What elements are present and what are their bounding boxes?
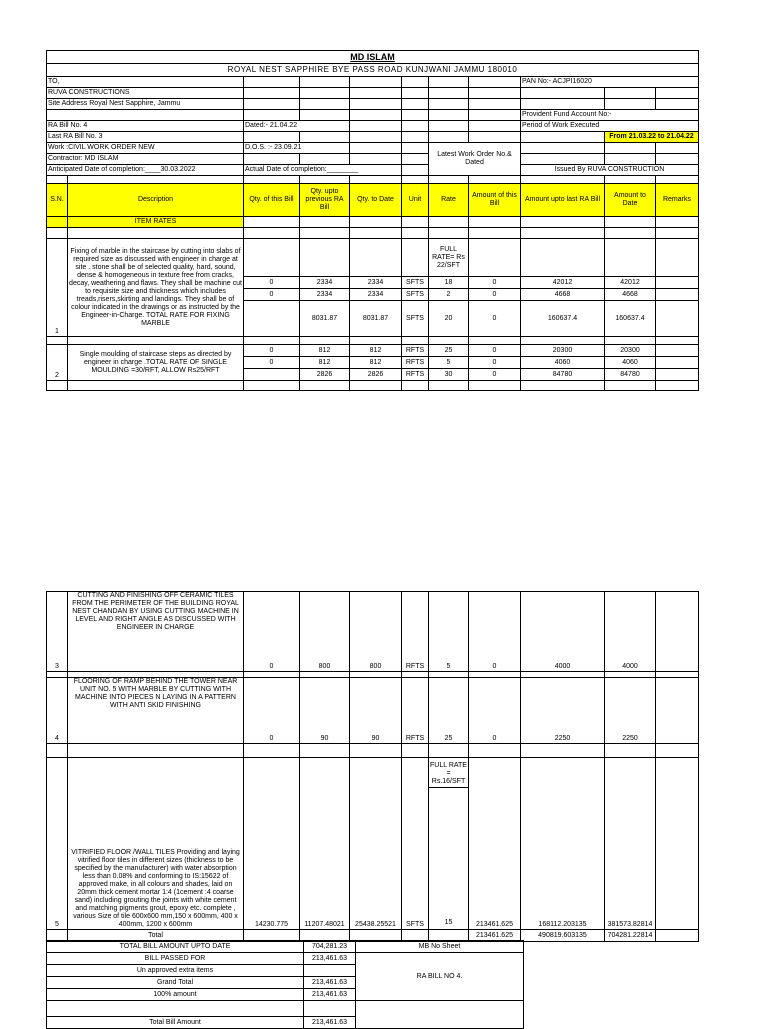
col-remarks: Remarks [656, 184, 699, 217]
item-description: Single moulding of staircase steps as directed by engineer in charge .TOTAL RATE OF SINGLE MOULDING =30/RFT, ALLOW Rs25/RFT [68, 345, 244, 381]
actual-completion: Actual Date of completion:________ [244, 165, 402, 176]
table-row: 4 FLOORING OF RAMP BEHIND THE TOWER NEAR UNIT NO. 5 WITH MARBLE BY CUTTING WITH MACHINE INTO PIECES N LAYING IN A PATTERN WITH ANTI SKID FINISHING 0 90 90 RFTS 25 0 2250 2250 [47, 678, 699, 744]
table-row: 0 2334 2334 SFTS 18 0 42012 42012 [47, 277, 699, 289]
site-address: Site Address Royal Nest Sapphire, Jammu [47, 99, 244, 110]
bill-date: Dated:- 21.04.22 [244, 121, 350, 132]
total-bill-amount-label: Total Bill Amount [47, 1017, 304, 1029]
bill-title: MD ISLAM [47, 51, 699, 64]
col-unit: Unit [402, 184, 429, 217]
bill-summary [46, 940, 524, 1029]
total-amount-this-bill: 213461.625 [469, 930, 521, 942]
summary-value: 213,461.63 [304, 977, 356, 989]
table-row: 0 2334 2334 SFTS 2 0 4668 4668 [47, 289, 699, 301]
col-amount-last: Amount upto last RA Bill [521, 184, 605, 217]
col-sn: S.N. [47, 184, 68, 217]
to-label: TO, [47, 77, 244, 88]
summary-label: Un approved extra items [47, 965, 304, 977]
item-description: Fixing of marble in the staircase by cutting into slabs of required size as discussed with engineer in charge at site . stone shall be of selected quality, hard, sound, dense & homogeneous in texture free from cracks, decay, weathering and flaws. They shall be machine cut to requisite size and thickness which includes treads,risers,skirting and landings. They shall be of colour indicated in the drawings or as instructed by the Engineer-in-Charge. TOTAL RATE FOR FIXING MARBLE [68, 239, 244, 337]
col-amount-to-date: Amount to Date [605, 184, 656, 217]
table-row: 2 Single moulding of staircase steps as directed by engineer in charge .TOTAL RATE OF SINGLE MOULDING =30/RFT, ALLOW Rs25/RFT 0 812 812 RFTS 25 0 20300 20300 [47, 345, 699, 357]
pf-account: Provident Fund Account No:- [521, 110, 699, 121]
pan-number: PAN No:- ACJPI16020 [521, 77, 699, 88]
col-rate: Rate [429, 184, 469, 217]
col-qty-this-bill: Qty. of this Bill [244, 184, 300, 217]
summary-label: BILL PASSED FOR [47, 953, 304, 965]
col-amount-this-bill: Amount of this Bill [469, 184, 521, 217]
item-description: CUTTING AND FINISHING OFF CERAMIC TILES FROM THE PERIMETER OF THE BUILDING ROYAL NEST CHANDAN BY USING CUTTING MACHINE IN LEVEL AND RIGHT ANGLE AS DISCUSSED WITH ENGINEER IN CHARGE [68, 592, 244, 672]
summary-value [304, 965, 356, 977]
item-description: VITRIFIED FLOOR /WALL TILES Providing and laying vitrified floor tiles in different sizes (thickness to be specified by the manufacturer) with water absorption less than 0.08% and conforming to IS:15622 of approved make, in all colours and shades, laid on 20mm thick cement mortar 1:4 (1cement :4 coarse sand) including grouting the joints with white cement and matching pigments grout, epoxy etc. complete , various Size of tile 600x600 mm,150 x 600mm, 400 x 400mm, 1200 x 600mm [68, 758, 244, 930]
item-sn: 4 [47, 678, 68, 744]
table-row: 2826 2826 RFTS 30 0 84780 84780 [47, 369, 699, 381]
rate-note: FULL RATE= Rs 22/SFT [429, 239, 469, 277]
col-qty-to-date: Qty. to Date [350, 184, 402, 217]
item-sn: 3 [47, 592, 68, 672]
work-description: Work :CIVIL WORK ORDER NEW [47, 143, 244, 154]
item-rates-label: ITEM RATES [68, 217, 244, 228]
col-qty-prev: Qty. upto previous RA Bill [300, 184, 350, 217]
bill-address: ROYAL NEST SAPPHIRE BYE PASS ROAD KUNJWANI JAMMU 180010 [47, 64, 699, 77]
mb-no-sheet: MB No Sheet [356, 941, 524, 953]
total-amount-to-date: 704281.22814 [605, 930, 656, 942]
anticipated-completion: Anticipated Date of completion:____30.03.2022 [47, 165, 244, 176]
period-value: From 21.03.22 to 21.04.22 [605, 132, 699, 143]
ra-bill-no-label: RA BILL NO 4. [356, 953, 524, 1001]
total-bill-amount-value: 213,461.63 [304, 1017, 356, 1029]
item-description: FLOORING OF RAMP BEHIND THE TOWER NEAR UNIT NO. 5 WITH MARBLE BY CUTTING WITH MACHINE INTO PIECES N LAYING IN A PATTERN WITH ANTI SKID FINISHING [68, 678, 244, 744]
summary-label: TOTAL BILL AMOUNT UPTO DATE [47, 941, 304, 953]
summary-label: 100% amount [47, 989, 304, 1001]
ra-bill-no: RA Bill No. 4 [47, 121, 244, 132]
table-row [47, 239, 699, 277]
summary-value: 704,281.23 [304, 941, 356, 953]
issued-by: Issued By RUVA CONSTRUCTION [521, 165, 699, 176]
table-row: 3 CUTTING AND FINISHING OFF CERAMIC TILES FROM THE PERIMETER OF THE BUILDING ROYAL NEST CHANDAN BY USING CUTTING MACHINE IN LEVEL AND RIGHT ANGLE AS DISCUSSED WITH ENGINEER IN CHARGE 0 800 800 RFTS 5 0 4000 4000 [47, 592, 699, 672]
col-description: Description [68, 184, 244, 217]
total-label: Total [68, 930, 244, 942]
latest-work-order: Latest Work Order No.& Dated [429, 143, 521, 176]
summary-value: 213,461.63 [304, 953, 356, 965]
bill-table-bottom [46, 591, 699, 942]
company-name: RUVA CONSTRUCTIONS [47, 88, 244, 99]
table-row: 0 812 812 RFTS 5 0 4060 4060 [47, 357, 699, 369]
item-sn: 5 [47, 758, 68, 930]
rate-note: FULL RATE = Rs.16/SFT [429, 762, 468, 788]
item-sn: 2 [47, 345, 68, 381]
table-row: 8031.87 8031.87 SFTS 20 0 160637.4 160637.4 [47, 301, 699, 337]
item-sn: 1 [47, 239, 68, 337]
period-of-work: Period of Work Executed [521, 121, 699, 132]
dos-date: D.O.S. :- 23.09.21 [244, 143, 350, 154]
table-row: 5 VITRIFIED FLOOR /WALL TILES Providing and laying vitrified floor tiles in different sizes (thickness to be specified by the manufacturer) with water absorption less than 0.08% and conforming to IS:15622 of approved make, in all colours and shades, laid on 20mm thick cement mortar 1:4 (1cement :4 coarse sand) including grouting the joints with white cement and matching pigments grout, epoxy etc. complete , various Size of tile 600x600 mm,150 x 600mm, 400 x 400mm, 1200 x 600mm 14230.775 11207.48021 25438.25521 SFTS FULL RATE = Rs.16/SFT 15 213461.625 168112.203135 381573.82814 [47, 758, 699, 930]
contractor-name: Contractor: MD ISLAM [47, 154, 244, 165]
last-ra-bill-no: Last RA Bill No. 3 [47, 132, 244, 143]
summary-value: 213,461.63 [304, 989, 356, 1001]
bill-table-top [46, 50, 699, 391]
summary-label: Grand Total [47, 977, 304, 989]
total-amount-last: 490819.603135 [521, 930, 605, 942]
